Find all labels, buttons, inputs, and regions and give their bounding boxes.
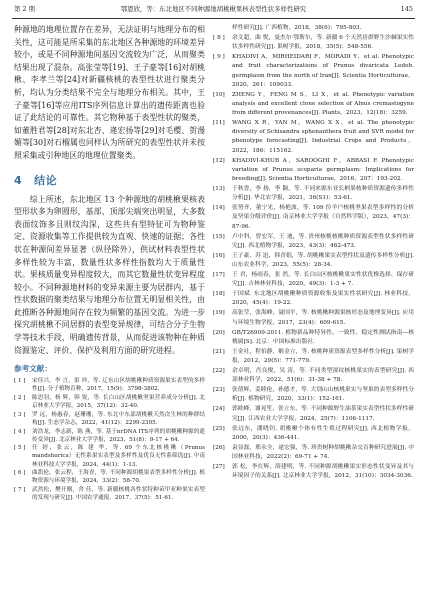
reference-text: 王金社，程伯静，姬金立，等. 核桃种质资源表型多样性分析[J]. 果树学报，2012，29(5)：771-779. [232,348,414,364]
header-divider [12,18,415,19]
reference-number: [27] [213,464,225,470]
reference-text: 郭欧峰，谢晃笙，张立东，等. 不同种源野生油茶果实表型性状多样性研究[J]. 江西农业大学学报，2024，25(7)：1106-1117. [232,406,414,422]
reference-number: [13] [213,186,225,192]
reference-text: KHADIVI-KHUB A，SAROOGHI F，ABBASI F. Phenotypic variation of Prunus scoparia germplasm: Implications for breeding[J]. Scientia Horticulturae，2016，207：193-202. [232,157,414,182]
references-list-left [14,377,205,502]
reference-number: [24] [213,406,225,413]
reference-item [14,377,205,393]
reference-number: [12] [213,157,225,164]
references-heading: 参考文献： [14,364,52,374]
references-list-right [213,24,414,481]
reference-item [213,252,414,270]
reference-item [14,428,205,444]
section-title: 结论 [34,173,58,187]
reference-number: [ 5 ] [14,445,26,452]
reference-text: 于秋香，李 扬，李 颖，等. 不同来源东亚长柄果核种质资源遗传多样性分析[J]. 华北农学报，2021，36(S1)：53-61. [232,186,414,202]
reference-item [213,34,414,52]
reference-number: [ 7 ] [14,487,26,494]
left-column [14,24,205,503]
reference-item [213,309,414,327]
reference-text: 张远东，潘晓钊. 胡桃楸个体有性生殖过程研究[J]. 西北植物学报，2000，20(3)：436-441. [232,425,414,441]
reference-item [213,119,414,156]
reference-number: [20] [213,329,225,336]
reference-number: [26] [213,444,225,451]
reference-item [213,24,414,33]
section-number: 4 [14,173,23,187]
reference-item [14,444,205,468]
reference-text: 卢中科，曾宏军，王 迪，等. 贵州核桃核桃种质资源表型性状多样性研究[J]. 西北植物学报，2023，43(3)：462-473. [232,233,414,249]
reference-item [213,367,414,385]
reference-text: 张努齐，董宁光，杨艳波，等. 109 份羊户核桃坚果表型多样性的分析及坚果分级评价[J]. 南京林业大学学报（自然科学版），2023，47(3)：87-96. [232,205,414,230]
reference-number: [15] [213,233,225,240]
reference-text: 样性研究[J]. 广西植物，2018，38(6)：795-803. [232,25,362,31]
reference-text: 袁显磊，邢永全，逯宏强，等. 珍贵树种胡桃楸杂交育种研究进展[J]. 中国林业科技，2022(2)：69-71 + 74. [232,444,414,460]
reference-item [213,348,414,366]
reference-item [213,425,414,443]
running-header [0,0,427,18]
reference-text: WANG X R，YAN M，WANG X X，et al. The phenotypic diversity of Schisandra sphenanthera fruit and SVR model for phenotype forecasting[J]. Industrial Crops and Products，2022，186：115162. [232,120,414,154]
reference-number: [ 1 ] [14,378,26,385]
reference-number: [14] [213,205,225,212]
reference-number: [ 9 ] [213,54,225,61]
reference-text: 罗 远，杨惠春，赵珊珊，等. 东北中东部胡桃楸天然次生林的种群结构[J]. 生态学杂志，2022，41(12)：2299-2305. [32,411,205,426]
reference-number: [17] [213,271,225,278]
reference-item [213,444,414,462]
reference-number: [ 8 ] [213,35,225,42]
reference-text: 武然松，樊开刚，舍 佳，等. 新疆核桃各性状特种苗甲亚种果实表型的发现与研究[J]. 中国农学通报，2017，37(5)：51-61. [32,487,205,502]
reference-text: ZHENG Y，FENG M S，LI X，et al. Phenotypic variation analysis and excellent clone selection of Alnus cremastogyne from different provenances[J]. Plants，2023，12(18)：3259. [232,91,414,117]
reference-item [213,271,414,289]
reference-item [213,185,414,203]
reference-number: [25] [213,425,225,432]
reference-text: 宋佳兴，李 言，果 冲，等. 辽东山区胡桃楸种质资源果实表型的多样性[J]. 分子植物育种，2017，15(9)：3798-3802. [32,378,205,393]
reference-item [213,233,414,251]
reference-text: 王子豪，苏 迅，韩青娟，等. 胡桃楸果实表型性状及遗传多样性分析[J]. 山东农业科学，2023，55(5)：28-34. [232,252,414,268]
reference-text: 于国斌. 东北地区胡桃楸种质资源收集及果实性状研究[J]. 林业科技，2020，45(4)：19-22. [232,291,414,307]
reference-item [213,405,414,423]
reference-text: KHADIVI A，MIRHEIDARI F，MORADI Y，et al. Phenotypic and fruit characterizations of Prunus divaricata Ledeb. germplasm from the north of Iran[J]. Scientia Horticulturae，2020，261：109033. [232,54,414,88]
reference-number: [11] [213,120,225,127]
reference-item [213,386,414,404]
section-heading [14,172,205,188]
reference-item [213,53,414,90]
reference-text: 张倩辉，姜睦伦，孙德才，等. 大别山山核桃果实与坚果的表型多样性分析[J]. 植物研究，2020，33(1)：152-161. [232,387,414,403]
conclusion-paragraph: 综上所述，东北地区 13 个种源地的胡桃楸果核表型形状多为卵圆形，基部、顶部尖端突出明显，大多数表面纹饰多且则纹沟深，这些共有型特征可为物种鉴定、资源收集等工作提供较为直观、快速的证据；各性状在种源间差异显著（纵径除外），供试材料表型性状多样性较为丰富，数量性状多样性指数均大于质量性状。果核质量变异程度较大，而其它数量性状变异程度较小。不同种源地材料的变异来源主要为居群内，基于性状数据的聚类结果与地理分布位置无明显相关性，由此推断各种源地间存在较为频繁的基因交流。为进一步探究胡桃楸不同居群的表型变异规律，可结合分子生物学等技术手段，明确遗传背景，从而促进该物种在种质资源鉴定、评价、保护及利用方面的研究进程。 [14,194,205,355]
reference-item [14,411,205,427]
reference-text: 刘浩龙，李志新，陈 燕，等. 基于nrDNA ITS序列的胡桃楸种源的遗传变异[J]. 北京林业大学学报，2023，51(8)：9-17 + 64. [32,428,205,443]
reference-number: [19] [213,310,225,317]
right-column [213,24,414,482]
reference-text: 王 君，杨雨春，张 然，等. 长白山区核桃楸果实性状优株选择、保存研究[J]. 吉林林业科技，2020，49(3)：1-3 + 7. [232,271,414,288]
reference-number: [23] [213,387,225,394]
reference-text: 高张莹，张海峰，聂国平，等. 核桃楸种源果核形态及地理变异[J]. 应用与环境生物学报，2017，23(4)：609-615. [232,310,414,326]
reference-number: [ 6 ] [14,470,26,477]
running-title: 鄂恩欣，等：东北地区不同种源地胡桃楸果核表型性状多样性研究 [120,5,307,13]
reference-item [213,91,414,118]
reference-item [213,157,414,184]
reference-text: 曲凯伦，张云程，王海青，等. 不同种源胡桃果表型多样性分析[J]. 植物资源与环境学报，2024，33(2)：58-70. [32,470,205,485]
reference-item [213,463,414,481]
reference-number: [21] [213,348,225,355]
reference-number: [16] [213,252,225,259]
reference-number: [ 4 ] [14,428,26,435]
reference-text: 任 婷，张云，陈 建 华，等. 69 个东北核桃楸（Prunus mandshurica）无性系果实表型及多样性及优良无性系筛选[J]. 中南林业科技大学学报，2024，44(1)：1-13. [32,445,205,468]
reference-item [14,469,205,485]
reference-item [213,329,414,347]
reference-number: [22] [213,367,225,374]
page-number: 145 [400,5,413,13]
reference-item [213,204,414,231]
reference-number: [ 3 ] [14,411,26,418]
discussion-paragraph: 种源地的地理位置存在差异，无法证明与地理分布的相关性，这可能是所采集的东北地区各种源地的环境差异较小，或是不同种源地间基因交流较为广泛，从而聚类结果出现了混杂。高张莹等[19]、王子豪等[16]对胡桃楸、李孝兰等[24]对新疆核桃的表型性状进行聚类分析，均认为分类结果不完全与地理分布相关。其中，王子豪等[16]等应用ITS序列信息计算出的遗传距离也验证了此结论的可靠性。其它物种基于表型性状的聚类，如董胜君等[28]对东北杏、逄宏扬等[29]对毛樱、贺漫媚等[30]对石榴属也同样认为所研究的表型性状并未按照采集或引种地区的地理位置聚类。 [14,25,205,160]
reference-text: 余卓明，肖良俊，吴 涛，等. 不同类型深纹核桃果实的表型研究[J]. 西部林业科学，2022，51(6)：31-38 + 78. [232,367,414,384]
reference-text: GB/T26909-2011. 植物新品种特异性、一致性、稳定性测试指南—核桃属[S]. 北京：中国标准出版社. [232,329,414,345]
reference-number: [ 2 ] [14,395,26,402]
reference-text: 余文超，曲 悦，曼杰尔·鄂斯尔，等. 新疆 6 个天然居群野生沙棘果实性状多样性研究[J]. 果树学报，2018，35(5)：548-556. [232,35,414,51]
reference-text: 郭 松，李在辉，薛建明，等. 不同种源胡桃楸果实形态性状变异及其与环境因子的关系[J]. 北京林业大学学报，2012，31(10)：3034-3036. [232,464,414,480]
reference-text: 陈思羽，杨 辉，韩 锐，等. 长白山区胡桃楸坚果营养成分分析[J]. 北京林业大学学报，2015，37(12)：32-40. [32,395,205,410]
reference-item [213,290,414,308]
reference-item [14,486,205,502]
issue-number: 第 2 期 [14,5,35,13]
reference-item [14,394,205,410]
reference-number: [10] [213,91,225,98]
reference-number: [18] [213,291,225,298]
